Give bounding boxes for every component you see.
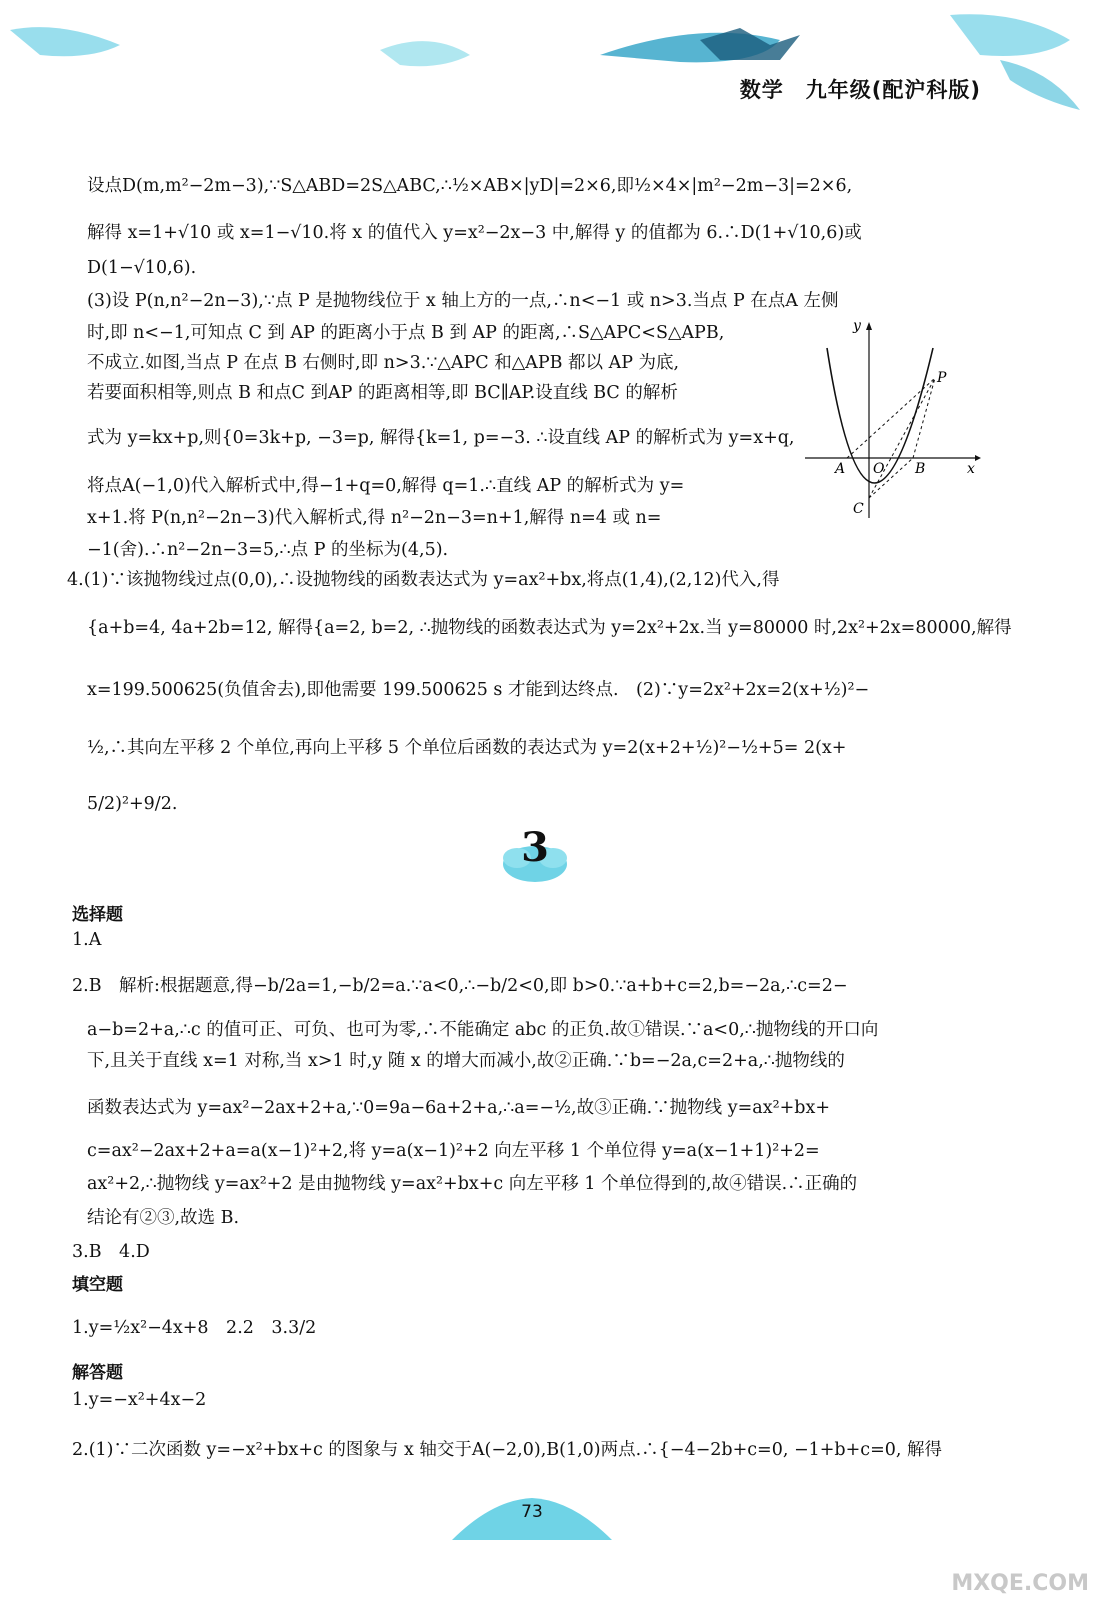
text-line: {a+b=4, 4a+2b=12, 解得{a=2, b=2, ∴抛物线的函数表达式为 y=2x²+2x.当 y=80000 时,2x²+2x=80000,解得 <box>87 618 1012 638</box>
x-axis-label: x <box>967 461 975 477</box>
origin-label: O <box>873 461 885 477</box>
text-line: 时,即 n<−1,可知点 C 到 AP 的距离小于点 B 到 AP 的距离,∴S△APC<S△APB, <box>87 323 725 343</box>
answer-line: a−b=2+a,∴c 的值可正、可负、也可为零,∴不能确定 abc 的正负.故①错误.∵a<0,∴抛物线的开口向 <box>87 1020 879 1040</box>
fill-section-label: 填空题 <box>72 1275 123 1295</box>
text-line: (3)设 P(n,n²−2n−3),∵点 P 是抛物线位于 x 轴上方的一点,∴n<−1 或 n>3.当点 P 在点A 左侧 <box>87 291 839 311</box>
answer-line: 2.B 解析:根据题意,得−b/2a=1,−b/2=a.∵a<0,∴−b/2<0,即 b>0.∵a+b+c=2,b=−2a,∴c=2− <box>72 976 848 996</box>
point-p-label: P <box>937 370 947 386</box>
text-line: 设点D(m,m²−2m−3),∵S△ABD=2S△ABC,∴½×AB×|yD|=2×6,即½×4×|m²−2m−3|=2×6, <box>87 176 853 196</box>
text-line: x=199.500625(负值舍去),即他需要 199.500625 s 才能到达终点. (2)∵y=2x²+2x=2(x+½)²− <box>87 680 870 700</box>
answer-line: 下,且关于直线 x=1 对称,当 x>1 时,y 随 x 的增大而减小,故②正确.∵b=−2a,c=2+a,∴抛物线的 <box>87 1051 845 1071</box>
text-line: 不成立.如图,当点 P 在点 B 右侧时,即 n>3.∵△APC 和△APB 都以 AP 为底, <box>87 353 680 373</box>
header-decoration <box>0 0 1099 130</box>
choice-section-label: 选择题 <box>72 905 123 925</box>
text-line: ½,∴其向左平移 2 个单位,再向上平移 5 个单位后函数的表达式为 y=2(x+2+½)²−½+5= 2(x+ <box>87 738 847 758</box>
text-line: 式为 y=kx+p,则{0=3k+p, −3=p, 解得{k=1, p=−3. ∴设直线 AP 的解析式为 y=x+q, <box>87 428 795 448</box>
answer-line: 3.B 4.D <box>72 1242 150 1262</box>
section-number: 3 <box>521 824 549 871</box>
text-line: D(1−√10,6). <box>87 258 197 278</box>
watermark-text: MXQE.COM <box>951 1571 1089 1596</box>
answer-line: 1.A <box>72 930 102 950</box>
point-a-label: A <box>835 461 846 477</box>
page-header-title: 数学 九年级(配沪科版) <box>739 78 981 102</box>
answer-line: 1.y=−x²+4x−2 <box>72 1390 207 1410</box>
section-badge <box>495 822 575 888</box>
page-number: 73 <box>521 1502 543 1522</box>
text-line: x+1.将 P(n,n²−2n−3)代入解析式,得 n²−2n−3=n+1,解得 n=4 或 n= <box>87 508 662 528</box>
point-b-label: B <box>915 461 926 477</box>
text-line: −1(舍).∴n²−2n−3=5,∴点 P 的坐标为(4,5). <box>87 540 449 560</box>
answer-line: 2.(1)∵二次函数 y=−x²+bx+c 的图象与 x 轴交于A(−2,0),B(1,0)两点.∴{−4−2b+c=0, −1+b+c=0, 解得 <box>72 1440 943 1460</box>
watermark <box>900 1530 1099 1600</box>
answer-line: 结论有②③,故选 B. <box>87 1208 240 1228</box>
answer-line: 函数表达式为 y=ax²−2ax+2+a,∵0=9a−6a+2+a,∴a=−½,故③正确.∵抛物线 y=ax²+bx+ <box>87 1098 830 1118</box>
answer-line: 1.y=½x²−4x+8 2.2 3.3/2 <box>72 1318 317 1338</box>
answer-line: c=ax²−2ax+2+a=a(x−1)²+2,将 y=a(x−1)²+2 向左平移 1 个单位得 y=a(x−1+1)²+2= <box>87 1141 820 1161</box>
answer-line: ax²+2,∴抛物线 y=ax²+2 是由抛物线 y=ax²+bx+c 向左平移 1 个单位得到的,故④错误.∴正确的 <box>87 1174 858 1194</box>
text-line: 4.(1)∵该抛物线过点(0,0),∴设抛物线的函数表达式为 y=ax²+bx,将点(1,4),(2,12)代入,得 <box>67 570 780 590</box>
text-line: 若要面积相等,则点 B 和点C 到AP 的距离相等,即 BC∥AP.设直线 BC 的解析 <box>87 383 678 403</box>
text-line: 解得 x=1+√10 或 x=1−√10.将 x 的值代入 y=x²−2x−3 中,解得 y 的值都为 6.∴D(1+√10,6)或 <box>87 223 862 243</box>
text-line: 将点A(−1,0)代入解析式中,得−1+q=0,解得 q=1.∴直线 AP 的解析式为 y= <box>87 476 685 496</box>
text-line: 5/2)²+9/2. <box>87 794 178 814</box>
solve-section-label: 解答题 <box>72 1363 123 1383</box>
point-c-label: C <box>853 501 864 517</box>
y-axis-label: y <box>853 318 861 334</box>
parabola-figure <box>795 318 985 523</box>
page-footer <box>452 1490 612 1550</box>
